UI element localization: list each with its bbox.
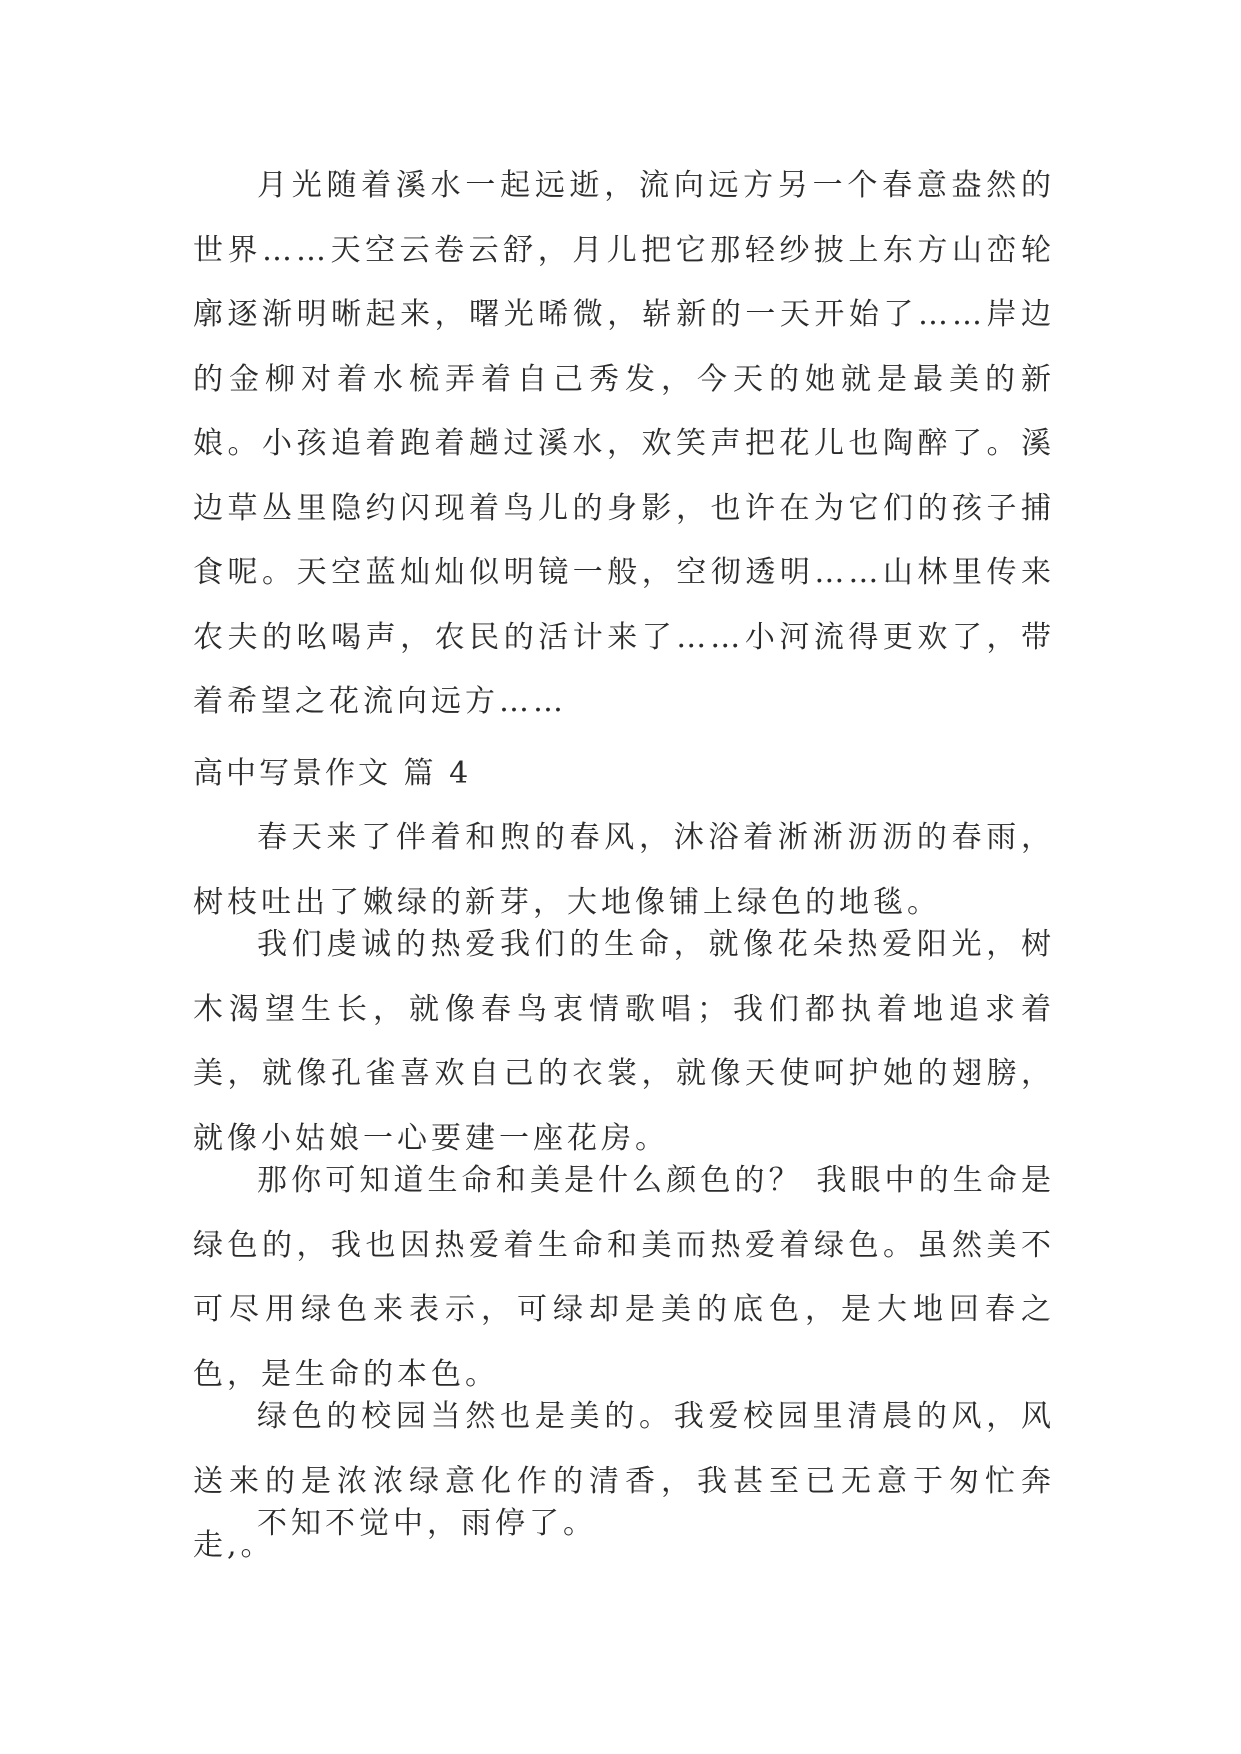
paragraph-color-of-life: 那你可知道生命和美是什么颜色的？ 我眼中的生命是绿色的，我也因热爱着生命和美而热爱着绿色。虽然美不可尽用绿色来表示，可绿却是美的底色，是大地回春之色，是生命的本色。 <box>193 1163 1055 1392</box>
paragraph-rain-stopped: 不知不觉中，雨停了。 <box>257 1506 597 1541</box>
section-heading: 高中写景作文 篇 4 <box>193 756 472 791</box>
paragraph-spring-arrives: 春天来了伴着和煦的春风，沐浴着淅淅沥沥的春雨，树枝吐出了嫩绿的新芽，大地像铺上绿色的地毯。 <box>193 820 1055 920</box>
paragraph-love-of-life: 我们虔诚的热爱我们的生命，就像花朵热爱阳光，树木渴望生长，就像春鸟衷情歌唱；我们都执着地追求着美，就像孔雀喜欢自己的衣裳，就像天使呵护她的翅膀，就像小姑娘一心要建一座花房。 <box>193 927 1055 1156</box>
paragraph-green-campus: 绿色的校园当然也是美的。我爱校园里清晨的风，风送来的是浓浓绿意化作的清香，我甚至已无意于匆忙奔走,。 <box>193 1399 1055 1563</box>
paragraph-moonlight-stream: 月光随着溪水一起远逝，流向远方另一个春意盎然的世界……天空云卷云舒，月儿把它那轻纱披上东方山峦轮廓逐渐明晰起来，曙光晞微，崭新的一天开始了……岸边的金柳对着水梳弄着自己秀发，今天的她就是最美的新娘。小孩追着跑着趟过溪水，欢笑声把花儿也陶醉了。溪边草丛里隐约闪现着鸟儿的身影，也许在为它们的孩子捕食呢。天空蓝灿灿似明镜一般，空彻透明……山林里传来农夫的吆喝声，农民的活计来了……小河流得更欢了，带着希望之花流向远方…… <box>193 168 1055 719</box>
